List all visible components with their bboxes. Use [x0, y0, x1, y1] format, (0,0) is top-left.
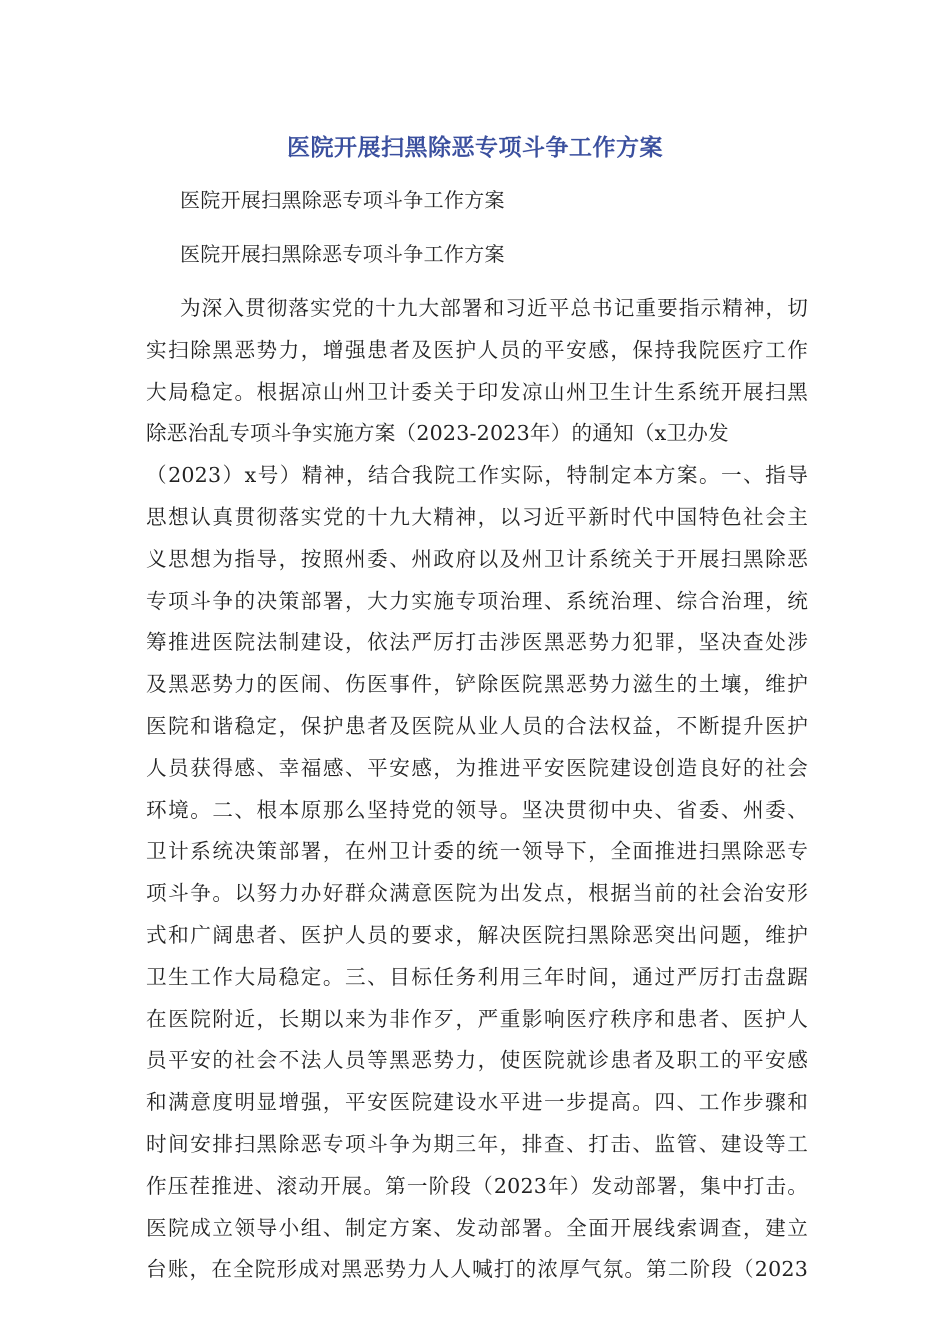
body-line: 大局稳定。根据凉山州卫计委关于印发凉山州卫生计生系统开展扫黑 — [146, 379, 808, 404]
body-line: 人员获得感、幸福感、平安感，为推进平安医院建设创造良好的社会 — [146, 755, 808, 780]
subheading-1: 医院开展扫黑除恶专项斗争工作方案 — [180, 188, 505, 212]
body-line: 台账，在全院形成对黑恶势力人人喊打的浓厚气氛。第二阶段（2023 — [146, 1257, 808, 1282]
body-line: 专项斗争的决策部署，大力实施专项治理、系统治理、综合治理，统 — [146, 588, 808, 613]
body-line: 实扫除黑恶势力，增强患者及医护人员的平安感，保持我院医疗工作 — [146, 337, 808, 362]
body-paragraph — [146, 288, 808, 1291]
body-line: （2023）x号）精神，结合我院工作实际，特制定本方案。一、指导 — [146, 463, 808, 488]
body-line: 除恶治乱专项斗争实施方案（2023-2023年）的通知（x卫办发 — [146, 421, 729, 446]
body-line: 时间安排扫黑除恶专项斗争为期三年，排查、打击、监管、建设等工 — [146, 1131, 808, 1156]
body-line: 在医院附近，长期以来为非作歹，严重影响医疗秩序和患者、医护人 — [146, 1006, 808, 1031]
body-line: 卫计系统决策部署，在州卫计委的统一领导下，全面推进扫黑除恶专 — [146, 839, 808, 864]
body-line: 式和广阔患者、医护人员的要求，解决医院扫黑除恶突出问题，维护 — [146, 922, 808, 947]
body-line: 环境。二、根本原那么坚持党的领导。坚决贯彻中央、省委、州委、 — [146, 797, 808, 822]
body-line: 员平安的社会不法人员等黑恶势力，使医院就诊患者及职工的平安感 — [146, 1048, 808, 1073]
body-line: 作压茬推进、滚动开展。第一阶段（2023年）发动部署，集中打击。 — [146, 1173, 808, 1198]
body-line: 医院成立领导小组、制定方案、发动部署。全面开展线索调查，建立 — [146, 1215, 808, 1240]
body-line: 及黑恶势力的医闹、伤医事件，铲除医院黑恶势力滋生的土壤，维护 — [146, 672, 808, 697]
body-line: 思想认真贯彻落实党的十九大精神，以习近平新时代中国特色社会主 — [146, 504, 808, 529]
body-line: 为深入贯彻落实党的十九大部署和习近平总书记重要指示精神，切 — [180, 296, 808, 320]
body-line: 和满意度明显增强，平安医院建设水平进一步提高。四、工作步骤和 — [146, 1090, 808, 1115]
body-line: 筹推进医院法制建设，依法严厉打击涉医黑恶势力犯罪，坚决查处涉 — [146, 630, 808, 655]
body-line: 义思想为指导，按照州委、州政府以及州卫计系统关于开展扫黑除恶 — [146, 546, 808, 571]
subheading-2: 医院开展扫黑除恶专项斗争工作方案 — [180, 242, 505, 266]
body-line: 卫生工作大局稳定。三、目标任务利用三年时间，通过严厉打击盘踞 — [146, 964, 808, 989]
document-title: 医院开展扫黑除恶专项斗争工作方案 — [287, 135, 663, 161]
body-line: 项斗争。以努力办好群众满意医院为出发点，根据当前的社会治安形 — [146, 881, 808, 906]
body-line: 医院和谐稳定，保护患者及医院从业人员的合法权益，不断提升医护 — [146, 713, 808, 738]
